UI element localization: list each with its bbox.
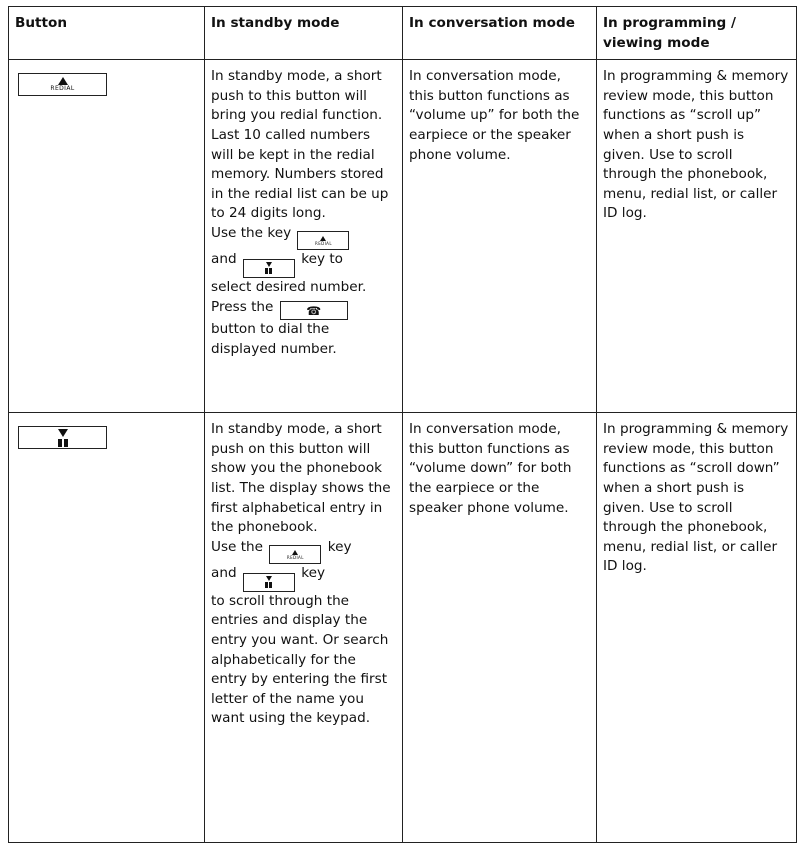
header-standby: In standby mode xyxy=(205,7,403,60)
button-cell-phonebook xyxy=(9,413,205,843)
redial-up-key-icon: REDIAL xyxy=(269,545,321,564)
programming-cell-phonebook: In programming & memory review mode, this button functions as “scroll down” when a short push is given. Use to scroll through the phonebook, menu, redial list, or caller ID log. xyxy=(597,413,797,843)
phonebook-down-key-icon xyxy=(243,259,295,278)
phonebook-down-key-icon xyxy=(243,573,295,592)
standby-cell-redial xyxy=(205,60,403,413)
redial-up-key-icon: REDIAL xyxy=(18,73,107,96)
phonebook-standby-outro: to scroll through the entries and display the entry you want. Or search alphabetically for the entry by entering the first letter of the name you want using the keypad. xyxy=(211,592,389,727)
use-the-key-text: Use the key xyxy=(211,224,292,241)
key-text: key xyxy=(301,565,326,582)
standby-cell-phonebook xyxy=(205,413,403,843)
and-text: and xyxy=(211,251,237,268)
header-button: Button xyxy=(9,7,205,60)
select-desired-text: select desired number. xyxy=(211,278,367,295)
conversation-cell-phonebook: In conversation mode, this button functions as “volume down” for both the earpiece or the speaker phone volume. xyxy=(403,413,597,843)
use-the-text: Use the xyxy=(211,538,264,555)
table-header-row xyxy=(9,7,797,60)
programming-cell-redial: In programming & memory review mode, this button functions as “scroll up” when a short push is given. Use to scroll through the phonebook, menu, redial list, or caller ID log. xyxy=(597,60,797,413)
button-to-dial-text: button to dial the displayed number. xyxy=(211,321,337,357)
header-conversation: In conversation mode xyxy=(403,7,597,60)
conversation-cell-redial: In conversation mode, this button functions as “volume up” for both the earpiece or the speaker phone volume. xyxy=(403,60,597,413)
redial-up-key-icon: REDIAL xyxy=(297,231,349,250)
phonebook-standby-intro: In standby mode, a short push on this button will show you the phonebook list. The display shows the first alphabetical entry in the phonebook. xyxy=(211,421,391,536)
table-row-redial xyxy=(9,60,797,413)
key-text: key xyxy=(327,538,352,555)
redial-standby-intro: In standby mode, a short push to this button will bring you redial function. Last 10 called numbers will be kept in the redial memory. Numbers stored in the redial list can be up to 24 digits long. xyxy=(211,68,389,222)
button-functions-table xyxy=(8,6,797,843)
and-text: and xyxy=(211,565,237,582)
button-cell-redial xyxy=(9,60,205,413)
table-row-phonebook xyxy=(9,413,797,843)
press-the-text: Press the xyxy=(211,298,274,315)
key-to-text: key to xyxy=(301,251,343,268)
talk-phone-key-icon: ☎ xyxy=(280,301,348,320)
phonebook-down-key-icon xyxy=(18,426,107,449)
header-programming: In programming / viewing mode xyxy=(597,7,797,60)
